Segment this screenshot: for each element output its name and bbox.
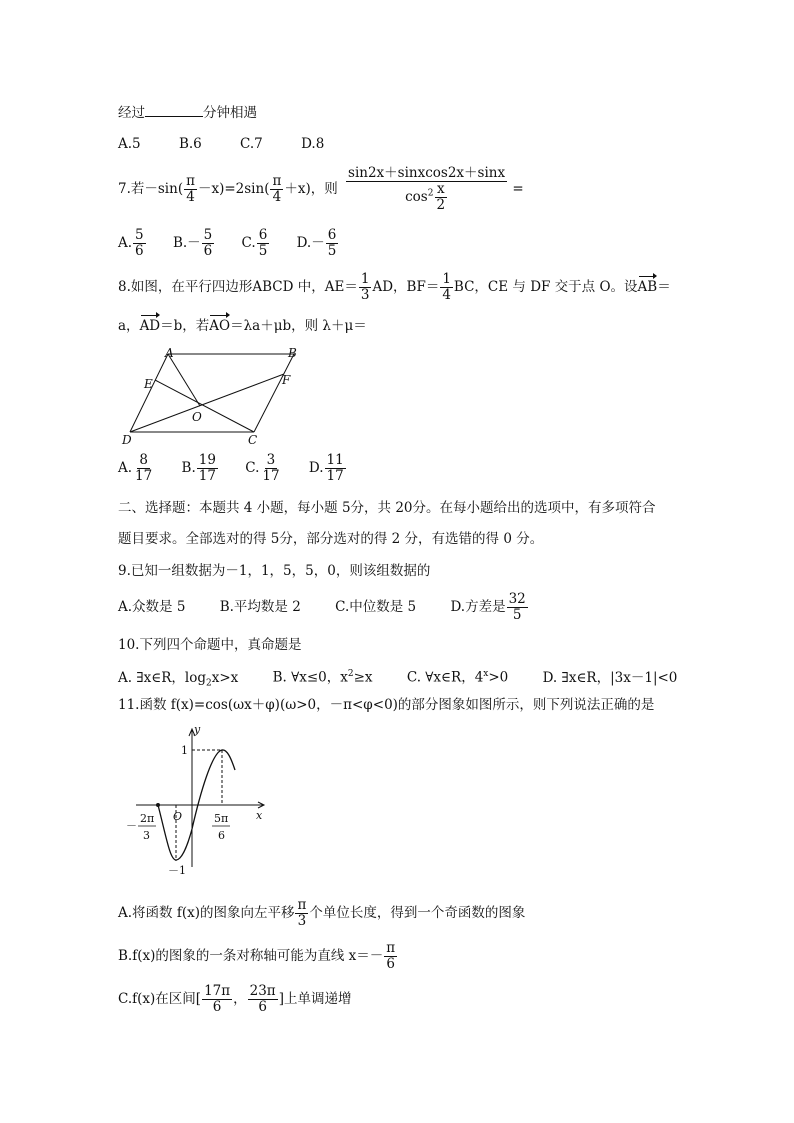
fraction: $\frac{1}{4}$ [442, 271, 451, 303]
q9-option-c[interactable]: C.中位数是 5 [335, 599, 417, 615]
q10-option-b[interactable]: B. ∀x≤0，$x^2\ge x$ [272, 669, 373, 686]
zero-point [156, 803, 160, 807]
q7-main-fraction: sin2x＋sinxcos2x＋sinx $\cos^2$ $\frac{x}{2}$ [348, 165, 506, 213]
fraction: $\frac{8}{17}$ [135, 452, 153, 484]
q8-option-a[interactable]: A. $\frac{8}{17}$ [118, 452, 153, 484]
fraction: $\frac{11}{17}$ [326, 452, 344, 484]
axis-label-x: x [256, 809, 263, 822]
q11-stem: 11.函数 f(x)=cos(ωx＋φ)(ω>0，－π<φ<0)的部分图象如图所示，则下列说法正确的是 [118, 697, 655, 713]
tick-sign-left: － [126, 819, 137, 832]
q11-option-b[interactable]: B.f(x)的图象的一条对称轴可能为直线 x＝－ $\frac{\pi}{6}$ [118, 940, 396, 972]
q8-option-d[interactable]: D. $\frac{11}{17}$ [308, 452, 344, 484]
q9-option-d[interactable]: D.方差是 $\frac{32}{5}$ [450, 591, 526, 623]
q8-options [118, 453, 369, 484]
q7-option-d[interactable]: D.－ $\frac{6}{5}$ [296, 227, 337, 259]
q9-option-a[interactable]: A.众数是 5 [118, 599, 186, 615]
fraction: $\frac{23\pi}{6}$ [249, 983, 276, 1015]
q7-option-a[interactable]: A. $\frac{5}{6}$ [118, 227, 144, 259]
fraction: $\frac{17\pi}{6}$ [204, 983, 231, 1015]
q7-stem: 7.若－sin( $\frac{\pi}{4}$ －x)=2sin( $\frac{\pi}{4}$ ＋x)，则 sin2x＋sinxcos2x＋sinx $\cos^2$ $\frac{x}{2}$ = [118, 165, 524, 213]
axis-label-y: y [194, 724, 201, 736]
fraction: $\frac{\pi}{6}$ [386, 940, 396, 972]
q6-tail: 经过 分钟相遇 [118, 105, 257, 121]
q7-options [118, 228, 361, 259]
origin-label: O [173, 810, 183, 823]
q8-option-b[interactable]: B. $\frac{19}{17}$ [181, 452, 216, 484]
fraction: $\frac{32}{5}$ [508, 591, 526, 623]
vector-ao: AO [209, 318, 231, 334]
label-b: B [288, 346, 297, 360]
q6-option-d[interactable]: D.8 [301, 136, 325, 152]
fraction: $\frac{3}{17}$ [262, 452, 280, 484]
label-f: F [282, 373, 291, 387]
q6-option-c[interactable]: C.7 [240, 136, 263, 152]
q8-option-c[interactable]: C. $\frac{3}{17}$ [245, 452, 280, 484]
label-d: D [122, 433, 132, 447]
fraction: $\frac{\pi}{3}$ [297, 897, 307, 929]
tick-label-1: 1 [181, 744, 188, 757]
fraction: $\frac{6}{5}$ [258, 227, 268, 259]
q7-option-c[interactable]: C. $\frac{6}{5}$ [241, 227, 268, 259]
fraction: $\frac{1}{3}$ [360, 271, 370, 303]
vector-ab: AB [637, 279, 658, 295]
q10-option-d[interactable]: D. ∃x∈R，|3x－1|<0 [542, 669, 678, 686]
q11-option-a[interactable]: A.将函数 f(x)的图象向左平移 $\frac{\pi}{3}$ 个单位长度，得到一个奇函数的图象 [118, 897, 526, 929]
q8-stem-line2: a，AD＝b，若AO＝λa＋μb，则 λ＋μ＝ [118, 318, 367, 334]
fraction: $\frac{\pi}{4}$ [186, 173, 195, 205]
label-c: C [248, 433, 258, 447]
fraction: $\frac{6}{5}$ [327, 227, 337, 259]
section2-heading: 二、选择题：本题共 4 小题，每小题 5分，共 20分。在每小题给出的选项中，有多项符合 [118, 500, 656, 516]
q10-options [118, 665, 677, 692]
fraction: $\frac{19}{17}$ [198, 452, 216, 484]
tick-label-right-num: 5π [214, 812, 229, 825]
q6-option-b[interactable]: B.6 [178, 136, 202, 152]
fraction: $\frac{5}{6}$ [135, 227, 144, 259]
vector-ad: AD [139, 318, 161, 334]
label-o: O [192, 410, 202, 424]
q10-option-a[interactable]: A. ∃x∈R，$\log_2x>x$ [118, 669, 239, 689]
fraction: $\frac{x}{2}$ [436, 181, 446, 213]
q6-option-a[interactable]: A.5 [118, 136, 141, 152]
fraction: $\frac{\pi}{4}$ [272, 173, 282, 205]
section2-instructions: 题目要求。全部选对的得 5分，部分选对的得 2 分，有选错的得 0 分。 [118, 531, 544, 547]
q7-option-b[interactable]: B.－ $\frac{5}{6}$ [172, 227, 213, 259]
q10-stem: 10.下列四个命题中，真命题是 [118, 637, 302, 653]
q11-option-c[interactable]: C.f(x)在区间[ $\frac{17\pi}{6}$ ， $\frac{23\pi}{6}$ ]上单调递增 [118, 983, 352, 1015]
label-e: E [144, 377, 153, 391]
tick-label-right-den: 6 [218, 829, 225, 842]
tick-label-left-den: 3 [143, 829, 150, 842]
answer-blank [145, 104, 203, 117]
q10-option-c[interactable]: C. ∀x∈R，$4^x>0$ [406, 669, 509, 686]
parallelogram-figure [118, 344, 318, 448]
cosine-graph-figure [118, 724, 278, 874]
tick-label-left-num: 2π [140, 812, 155, 825]
q9-options [118, 592, 529, 623]
q9-stem: 9.已知一组数据为－1，1，5，5，0，则该组数据的 [118, 563, 431, 579]
q6-options [118, 135, 358, 153]
fraction: $\frac{5}{6}$ [203, 227, 213, 259]
tick-label-neg1: －1 [168, 864, 186, 874]
label-a: A [165, 346, 174, 360]
q8-stem-line1: 8.如图，在平行四边形ABCD 中，AE＝ $\frac{1}{3}$ AD，BF＝ $\frac{1}{4}$ BC，CE 与 DF 交于点 O。设AB＝ [118, 271, 671, 303]
q9-option-b[interactable]: B.平均数是 2 [219, 599, 301, 615]
